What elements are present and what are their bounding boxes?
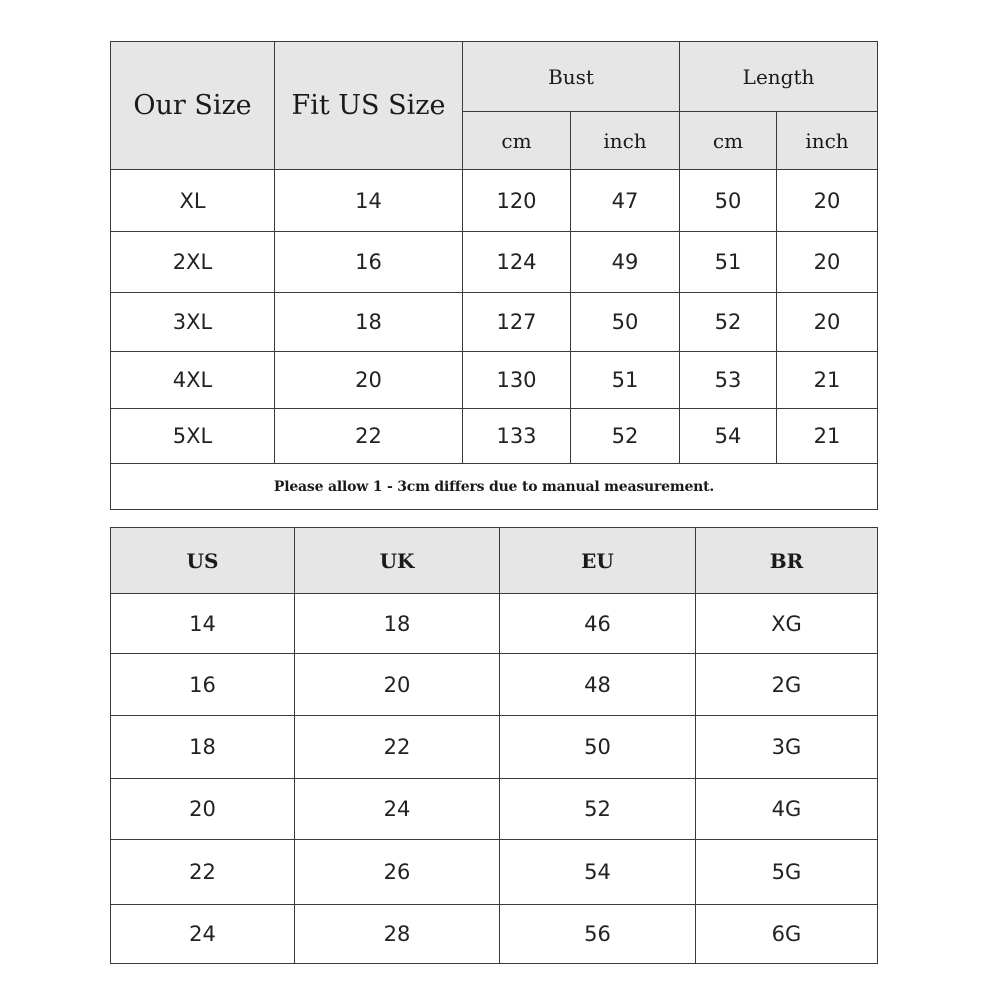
table-row xyxy=(111,170,878,232)
header-length: Length xyxy=(680,42,878,112)
cell-length-inch: 20 xyxy=(777,293,878,352)
table-row xyxy=(111,779,878,840)
cell-length-inch: 20 xyxy=(777,232,878,293)
table-row xyxy=(111,654,878,716)
cell-eu: 50 xyxy=(500,716,696,779)
table-row xyxy=(111,716,878,779)
measurement-note: Please allow 1 - 3cm differs due to manual measurement. xyxy=(111,464,878,510)
cell-us: 24 xyxy=(111,905,295,964)
cell-fit-us-size: 18 xyxy=(275,293,463,352)
cell-bust-cm: 130 xyxy=(463,352,571,409)
header-bust-cm: cm xyxy=(463,112,571,170)
table-row xyxy=(111,409,878,464)
header-eu: EU xyxy=(500,528,696,594)
cell-fit-us-size: 22 xyxy=(275,409,463,464)
cell-bust-inch: 52 xyxy=(571,409,680,464)
cell-us: 14 xyxy=(111,594,295,654)
cell-eu: 46 xyxy=(500,594,696,654)
cell-us: 20 xyxy=(111,779,295,840)
cell-length-inch: 20 xyxy=(777,170,878,232)
cell-our-size: 4XL xyxy=(111,352,275,409)
cell-br: 4G xyxy=(696,779,878,840)
cell-us: 18 xyxy=(111,716,295,779)
cell-us: 22 xyxy=(111,840,295,905)
cell-bust-cm: 124 xyxy=(463,232,571,293)
cell-eu: 54 xyxy=(500,840,696,905)
table-row xyxy=(111,905,878,964)
header-br: BR xyxy=(696,528,878,594)
cell-length-cm: 52 xyxy=(680,293,777,352)
cell-br: 5G xyxy=(696,840,878,905)
cell-eu: 52 xyxy=(500,779,696,840)
cell-uk: 18 xyxy=(295,594,500,654)
cell-uk: 24 xyxy=(295,779,500,840)
cell-fit-us-size: 16 xyxy=(275,232,463,293)
cell-br: 3G xyxy=(696,716,878,779)
header-fit-us-size: Fit US Size xyxy=(275,42,463,170)
table-row xyxy=(111,293,878,352)
cell-br: 2G xyxy=(696,654,878,716)
cell-eu: 48 xyxy=(500,654,696,716)
cell-fit-us-size: 14 xyxy=(275,170,463,232)
cell-length-cm: 50 xyxy=(680,170,777,232)
cell-uk: 28 xyxy=(295,905,500,964)
cell-our-size: 2XL xyxy=(111,232,275,293)
cell-uk: 22 xyxy=(295,716,500,779)
header-length-inch: inch xyxy=(777,112,878,170)
cell-bust-inch: 49 xyxy=(571,232,680,293)
cell-uk: 20 xyxy=(295,654,500,716)
header-bust-inch: inch xyxy=(571,112,680,170)
header-us: US xyxy=(111,528,295,594)
cell-bust-cm: 133 xyxy=(463,409,571,464)
size-conversion-table xyxy=(110,527,878,964)
cell-bust-inch: 47 xyxy=(571,170,680,232)
table-row xyxy=(111,232,878,293)
cell-bust-cm: 127 xyxy=(463,293,571,352)
cell-length-cm: 54 xyxy=(680,409,777,464)
cell-length-inch: 21 xyxy=(777,352,878,409)
cell-br: 6G xyxy=(696,905,878,964)
cell-length-cm: 51 xyxy=(680,232,777,293)
table-row xyxy=(111,840,878,905)
header-our-size: Our Size xyxy=(111,42,275,170)
table-row xyxy=(111,594,878,654)
header-bust: Bust xyxy=(463,42,680,112)
cell-br: XG xyxy=(696,594,878,654)
cell-bust-cm: 120 xyxy=(463,170,571,232)
table-row xyxy=(111,352,878,409)
size-chart-table xyxy=(110,41,878,510)
cell-bust-inch: 50 xyxy=(571,293,680,352)
cell-fit-us-size: 20 xyxy=(275,352,463,409)
cell-our-size: XL xyxy=(111,170,275,232)
cell-our-size: 3XL xyxy=(111,293,275,352)
cell-uk: 26 xyxy=(295,840,500,905)
cell-our-size: 5XL xyxy=(111,409,275,464)
cell-us: 16 xyxy=(111,654,295,716)
cell-eu: 56 xyxy=(500,905,696,964)
header-uk: UK xyxy=(295,528,500,594)
cell-length-inch: 21 xyxy=(777,409,878,464)
header-length-cm: cm xyxy=(680,112,777,170)
cell-length-cm: 53 xyxy=(680,352,777,409)
cell-bust-inch: 51 xyxy=(571,352,680,409)
